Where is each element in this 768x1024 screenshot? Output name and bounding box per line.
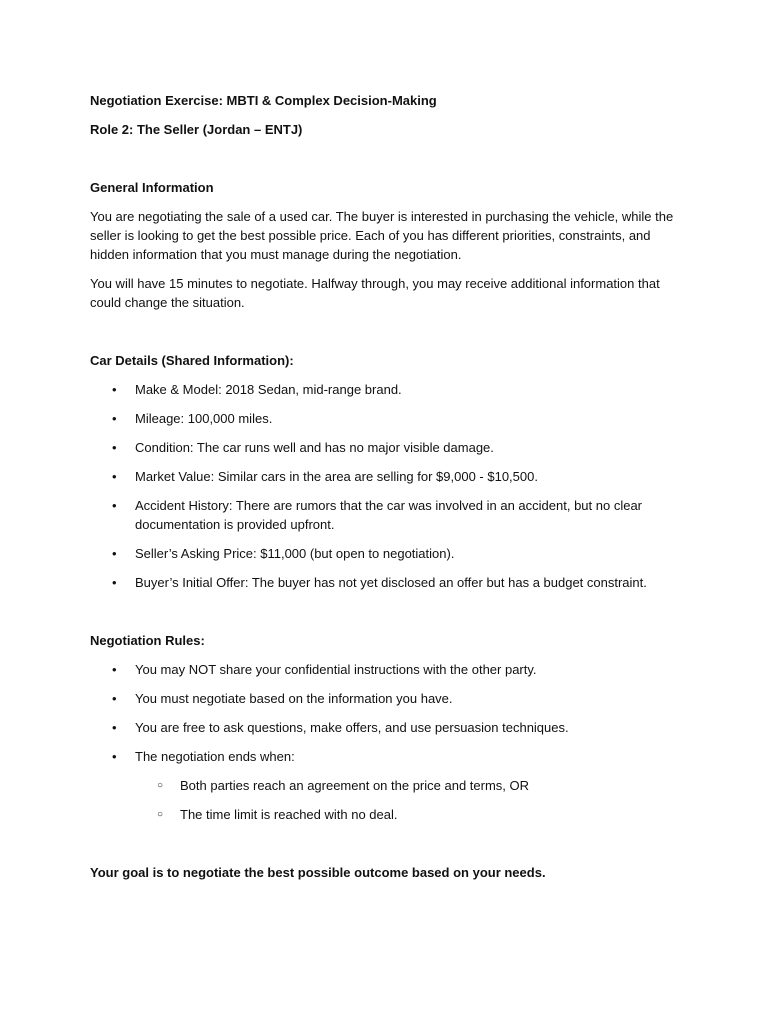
rule-item-label: The negotiation ends when: <box>135 749 295 764</box>
car-detail-item: • Market Value: Similar cars in the area are selling for $9,000 - $10,500. <box>90 467 695 486</box>
role-title: Role 2: The Seller (Jordan – ENTJ) <box>90 122 303 137</box>
goal-statement: Your goal is to negotiate the best possible outcome based on your needs. <box>90 865 546 880</box>
rule-sub-item: ○ The time limit is reached with no deal. <box>135 805 695 824</box>
car-detail-item: • Seller’s Asking Price: $11,000 (but open to negotiation). <box>90 544 695 563</box>
rule-item: • You may NOT share your confidential instructions with the other party. <box>90 660 695 679</box>
car-detail-item: • Accident History: There are rumors that the car was involved in an accident, but no clear documentation is provided upfront. <box>90 496 695 534</box>
car-detail-item: • Buyer’s Initial Offer: The buyer has not yet disclosed an offer but has a budget constraint. <box>90 573 695 592</box>
rule-sub-list <box>135 776 695 824</box>
car-detail-item: • Make & Model: 2018 Sedan, mid-range brand. <box>90 380 695 399</box>
negotiation-rules-list <box>90 660 678 824</box>
rule-item: • You are free to ask questions, make offers, and use persuasion techniques. <box>90 718 695 737</box>
rule-item: • You must negotiate based on the information you have. <box>90 689 695 708</box>
car-details-heading: Car Details (Shared Information): <box>90 353 294 368</box>
rule-sub-item: ○ Both parties reach an agreement on the price and terms, OR <box>135 776 695 795</box>
general-info-paragraph-2: You will have 15 minutes to negotiate. Halfway through, you may receive additional information that could change the situation. <box>90 276 660 310</box>
general-info-paragraph-1: You are negotiating the sale of a used car. The buyer is interested in purchasing the vehicle, while the seller is looking to get the best possible price. Each of you has different priorities, constraints, and hidden information that you must manage during the negotiation. <box>90 209 674 262</box>
car-details-list <box>90 380 678 592</box>
document-title: Negotiation Exercise: MBTI & Complex Decision-Making <box>90 93 437 108</box>
general-info-heading: General Information <box>90 180 214 195</box>
car-detail-item: • Condition: The car runs well and has no major visible damage. <box>90 438 695 457</box>
rule-item-ends-when <box>90 747 695 824</box>
negotiation-rules-heading: Negotiation Rules: <box>90 633 205 648</box>
car-detail-item: • Mileage: 100,000 miles. <box>90 409 695 428</box>
